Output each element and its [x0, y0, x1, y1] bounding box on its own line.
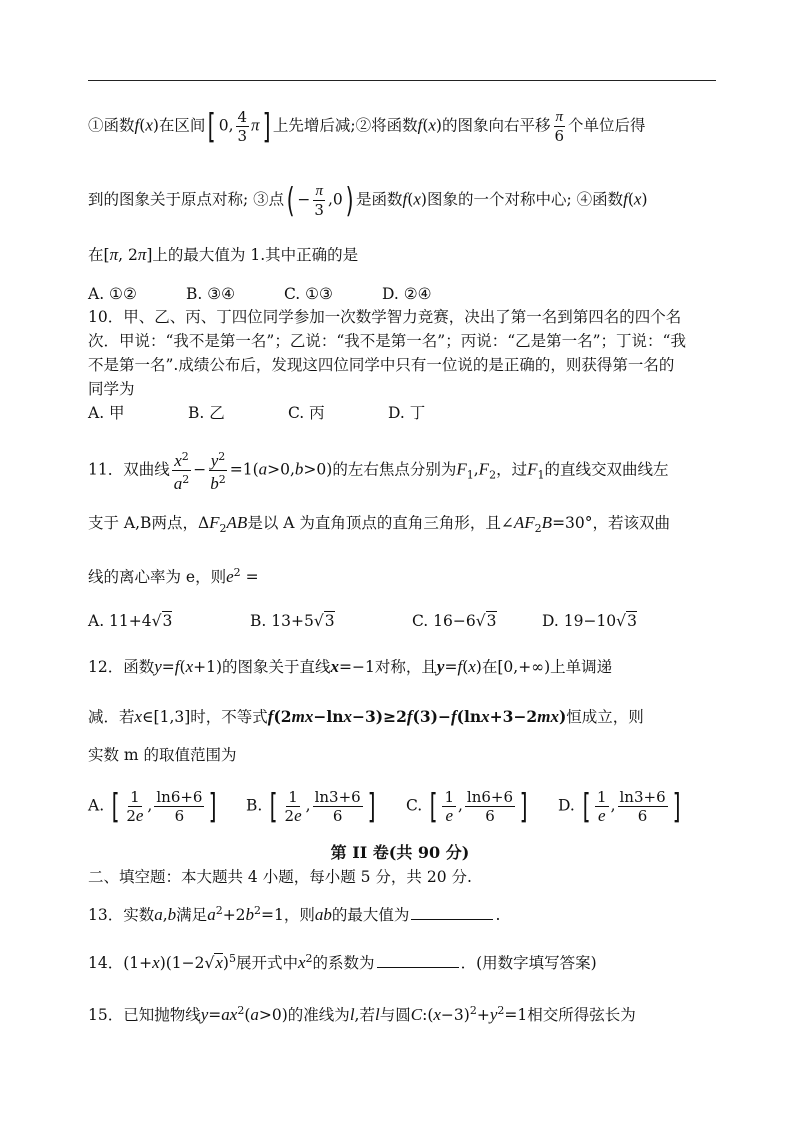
- q10-line-2: 次．甲说：“我不是第一名”；乙说：“我不是第一名”；丙说：“乙是第一名”；丁说：“我: [88, 332, 686, 350]
- q11-text: 是以 A 为直角顶点的直角三角形，且: [247, 514, 501, 532]
- q10-line-1: 10．甲、乙、丙、丁四位同学参加一次数学智力竞赛，决出了第一名到第四名的四个名: [88, 308, 682, 326]
- q10-line-4: 同学为: [88, 380, 135, 398]
- q9-option-b: B. ③④: [186, 285, 236, 303]
- q9-line-3: 在[π, 2π]上的最大值为 1.其中正确的是: [88, 245, 359, 264]
- q15-text: 的准线为: [287, 1006, 350, 1025]
- q9-option-d: D. ②④: [382, 285, 432, 303]
- q12-option-d: D. [ $\frac{1}{e}$ , $\frac{\ln 3+6}{6}$ ]: [558, 786, 681, 827]
- q9-line-1: ①函数f(x)在区间[ 0, $\frac{4}{3}$ π] 上先增后减;②将函数f(x)的图象向右平移 $\frac{\pi}{6}$ 个单位后得: [88, 106, 646, 147]
- q11-option-d: D. 19−10√3: [542, 612, 637, 630]
- q14-text: ．(用数字填写答案): [460, 954, 597, 973]
- q12-line-2: 减．若x∈[1,3]时，不等式f(2mx−lnx−3)≥2f(3)−f(lnx+3−2mx)恒成立，则: [88, 707, 644, 726]
- part2-title: 第 II 卷(共 90 分): [330, 843, 470, 862]
- q12-text: 上单调递: [550, 658, 613, 676]
- q13-answer-blank[interactable]: [411, 905, 493, 920]
- q12-line-1: 12．函数y=f(x+1)的图象关于直线x=−1对称，且y=f(x)在[0,+∞)上单调递: [88, 657, 613, 676]
- q11-line-2: 支于 A,B两点，$\Delta F_2AB$是以 A 为直角顶点的直角三角形，且$\angle AF_2B=30^\circ$，若该双曲: [88, 513, 671, 536]
- q9-option-a: A. ①②: [88, 285, 137, 303]
- q12-text: 时，不等式: [190, 708, 268, 726]
- q11-line-3: 线的离心率为 e，则$e^2$ =: [88, 566, 259, 587]
- q9-text: 到的图象关于原点对称; ③点: [88, 190, 285, 209]
- q9-option-c: C. ①③: [284, 285, 333, 303]
- q12-line-3: 实数 m 的取值范围为: [88, 746, 237, 764]
- q10-option-a: A. 甲: [88, 404, 125, 422]
- q14-text: 14．: [88, 954, 124, 973]
- q9-text: 图象的一个对称中心; ④函数: [426, 190, 624, 209]
- q13: 13．实数a,b满足$a^2+2b^2=1$，则ab的最大值为 .: [88, 904, 501, 925]
- q10-option-b: B. 乙: [188, 404, 225, 422]
- q13-text: 13．实数: [88, 906, 155, 925]
- q11-text: 11．双曲线: [88, 460, 170, 479]
- q10-option-d: D. 丁: [388, 404, 426, 422]
- q12-options: [88, 788, 683, 825]
- q12-text: 12．函数: [88, 658, 155, 676]
- q12-text: 在: [481, 658, 498, 676]
- q11-option-b: B. 13+5√3: [250, 612, 335, 630]
- q11-text: 支于 A,B两点，: [88, 514, 198, 532]
- q15-text: 若: [359, 1006, 375, 1025]
- header-rule: [88, 80, 716, 81]
- q15-text: 相交所得弦长为: [527, 1006, 636, 1025]
- q9-line-2: 到的图象关于原点对称; ③点( − $\frac{\pi}{3}$ ,0) 是函数f(x)图象的一个对称中心; ④函数f(x): [88, 180, 648, 221]
- q11-text: 线的离心率为 e，则: [88, 568, 227, 587]
- q12-text: 对称，且: [374, 658, 437, 676]
- q13-text: 满足: [176, 906, 208, 925]
- q11-text: 的左右焦点分别为: [332, 460, 457, 479]
- q9-text: 在区间: [158, 116, 206, 135]
- q11-option-a: A. 11+4√3: [88, 612, 173, 630]
- q10-option-c: C. 丙: [288, 404, 325, 422]
- q11-option-c: C. 16−6√3: [412, 612, 497, 630]
- q9-text: 是函数: [356, 190, 403, 209]
- q11-text: 的直线交双曲线左: [544, 460, 669, 479]
- q14-answer-blank[interactable]: [377, 953, 459, 968]
- q15: 15．已知抛物线$y=ax^2(a>0)$的准线为l,若l与圆$C:(x-3)^2+y^2=1$相交所得弦长为: [88, 1004, 636, 1025]
- q14-text: 的系数为: [312, 954, 375, 973]
- section-heading: 二、填空题：本大题共 4 小题，每小题 5 分，共 20 分.: [88, 868, 472, 886]
- q9-text: 上的最大值为 1.其中正确的是: [152, 246, 359, 264]
- q12-option-b: B. [ $\frac{1}{2e}$ , $\frac{\ln 3+6}{6}$ ]: [246, 786, 376, 827]
- q12-option-a: A. [ $\frac{1}{2e}$ , $\frac{\ln 6+6}{6}$ ]: [88, 786, 218, 827]
- q13-text: 的最大值为: [331, 906, 410, 925]
- q9-text: 在: [88, 246, 104, 264]
- q9-text: 个单位后得: [568, 116, 646, 135]
- q11-text: ，若该双曲: [592, 514, 671, 532]
- q11-line-1: 11．双曲线 $\frac{x^2}{a^2}$ − $\frac{y^2}{b^2}$ =1(a>0,b>0)的左右焦点分别为$F_1,F_2$，过$F_1$的直线交双曲线左: [88, 450, 669, 493]
- q14: 14．$(1+x)(1-2√x)^5$展开式中$x^2$的系数为 ．(用数字填写答案): [88, 952, 597, 973]
- q11-options: [88, 610, 637, 632]
- q13-text: ，则: [283, 906, 315, 925]
- q11-text: ，过: [496, 460, 528, 479]
- q10-line-3: 不是第一名”.成绩公布后，发现这四位同学中只有一位说的是正确的，则获得第一名的: [88, 356, 675, 374]
- q14-text: 展开式中: [235, 954, 298, 973]
- q12-text: 减．若: [88, 708, 135, 726]
- q15-text: 15．已知抛物线: [88, 1006, 201, 1025]
- q9-text: 的图象向右平移: [441, 116, 551, 135]
- q9-text: 上先增后减;②将函数: [272, 116, 418, 135]
- q12-text: 的图象关于直线: [222, 658, 331, 676]
- q9-options: [88, 283, 432, 305]
- q12-text: 恒成立，则: [566, 708, 644, 726]
- q12-option-c: C. [ $\frac{1}{e}$ , $\frac{\ln 6+6}{6}$ ]: [406, 786, 528, 827]
- q9-text: ①函数: [88, 116, 135, 135]
- q10-options: [88, 402, 425, 424]
- q15-text: 与圆: [379, 1006, 411, 1025]
